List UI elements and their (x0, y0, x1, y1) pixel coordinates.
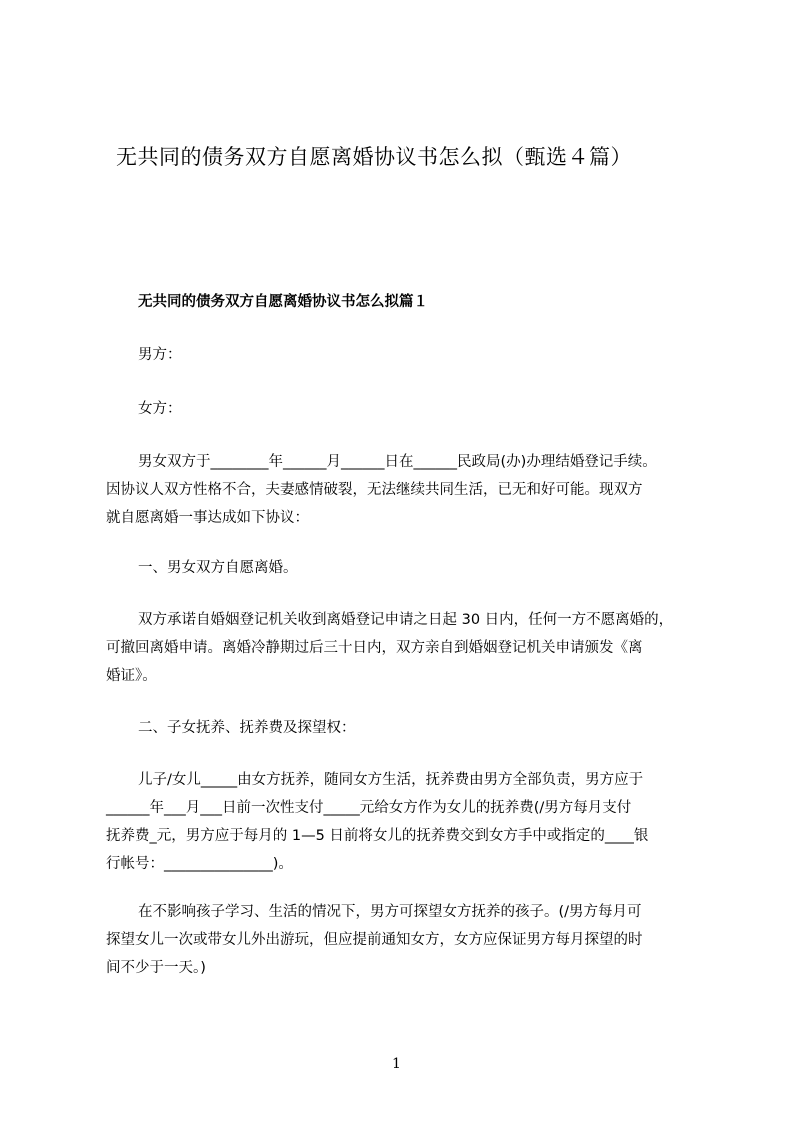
visitation-line-1: 在不影响孩子学习、生活的情况下，男方可探望女方抚养的孩子。(/男方每月可 (138, 904, 642, 920)
intro-line-3: 就自愿离婚一事达成如下协议： (106, 510, 309, 526)
wife-label: 女方： (138, 401, 182, 417)
intro-line-2: 因协议人双方性格不合，夫妻感情破裂，无法继续共同生活，已无和好可能。现双方 (106, 482, 643, 498)
intro-line-1: 男女双方于________年______月______日在______民政局(办)办理结婚登记手续。 (138, 454, 657, 470)
custody-line-2: ______年___月___日前一次性支付_____元给女方作为女儿的抚养费(/男方每月支付 (106, 800, 632, 816)
visitation-line-2: 探望女儿一次或带女儿外出游玩，但应提前通知女方，女方应保证男方每月探望的时 (106, 932, 643, 948)
clause-one-paragraph (106, 606, 696, 690)
page-number: 1 (392, 1056, 401, 1072)
intro-paragraph (106, 448, 696, 532)
custody-line-3: 抚养费_元，男方应于每月的 1—5 日前将女儿的抚养费交到女方手中或指定的____银 (106, 828, 649, 844)
visitation-paragraph (106, 898, 696, 982)
custody-paragraph (106, 766, 696, 878)
section-heading: 无共同的债务双方自愿离婚协议书怎么拟篇１ (138, 294, 428, 310)
clause-one-line-1: 双方承诺自婚姻登记机关收到离婚登记申请之日起 30 日内，任何一方不愿离婚的， (138, 612, 674, 628)
husband-label: 男方： (138, 347, 182, 363)
document-title: 无共同的债务双方自愿离婚协议书怎么拟（甄选４篇） (116, 145, 632, 169)
clause-two-heading: 二、子女抚养、抚养费及探望权： (138, 720, 356, 736)
custody-line-4: 行帐号：_______________)。 (106, 856, 293, 872)
visitation-line-3: 间不少于一天。) (106, 960, 206, 976)
clause-one-line-3: 婚证》。 (106, 668, 157, 684)
custody-line-1: 儿子/女儿_____由女方抚养，随同女方生活，抚养费由男方全部负责，男方应于 (138, 772, 644, 788)
clause-one-line-2: 可撤回离婚申请。离婚冷静期过后三十日内，双方亲自到婚姻登记机关申请颁发《离 (106, 640, 643, 656)
clause-one-heading: 一、男女双方自愿离婚。 (138, 560, 298, 576)
